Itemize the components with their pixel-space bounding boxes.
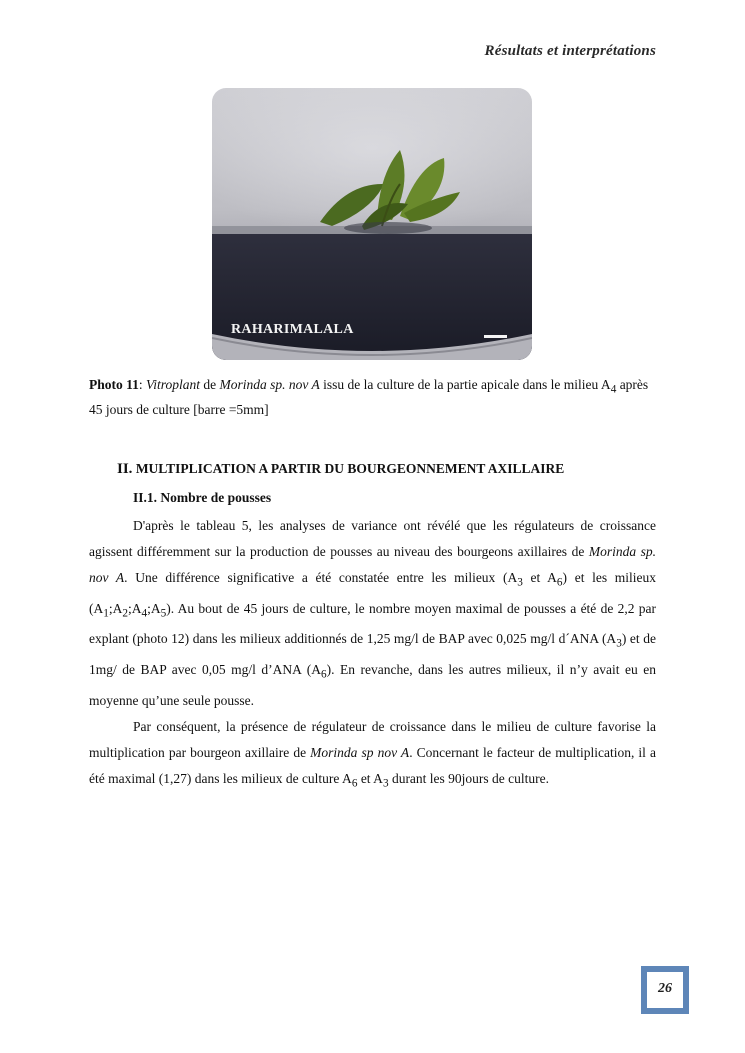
photo-credit: RAHARIMALALA [231, 322, 354, 337]
caption-text: Vitroplant [146, 377, 201, 392]
page-number-box [641, 966, 689, 1014]
caption-species: Morinda sp. nov A [219, 377, 320, 392]
text-run: et A [357, 770, 383, 786]
caption-subscript: 4 [610, 383, 617, 396]
subsection-title: II.1. Nombre de pousses [133, 490, 272, 505]
text-run: ) [326, 662, 332, 678]
subscript: 6 [556, 576, 563, 589]
subscript: 3 [517, 576, 523, 589]
photo-caption [89, 375, 659, 420]
text-run: ) et de 1mg/ de BAP avec 0,05 mg/l d’ANA (A [89, 631, 656, 678]
subscript: 3 [616, 638, 622, 651]
vitroplant-photo [212, 88, 532, 360]
section-title [117, 461, 564, 478]
caption-text: : [138, 377, 147, 392]
text-run: ;A [108, 600, 123, 616]
plantlet-photo-icon [212, 88, 532, 360]
page-number: 26 [658, 981, 672, 996]
text-run: ) et les milieux (A [89, 570, 657, 616]
text-run: ;A [147, 600, 161, 616]
text-run: . Concernant le facteur de multiplication, il a été maximal (1,27) dans les milieux de culture A [89, 744, 656, 786]
paragraph [89, 513, 656, 714]
text-run: ). Au bout de 45 jours de culture, le nombre moyen maximal de pousses a été de 2,2 par explant (photo 12) dans les milieux additionnés de 1,25 mg/l de BAP avec 0,025 mg/l d´ANA (A [89, 600, 656, 647]
species-name: Morinda sp nov A [310, 744, 410, 760]
running-header: Résultats et interprétations [484, 43, 656, 59]
text-run: durant les 90jours de culture. [388, 770, 550, 786]
subscript: 2 [122, 607, 128, 620]
body-text [89, 513, 656, 796]
caption-text: après 45 jours de culture [barre =5mm] [89, 377, 649, 417]
species-name: Morinda sp. nov A [89, 544, 656, 585]
subscript: 5 [160, 607, 167, 620]
subscript: 6 [351, 777, 358, 790]
section-number: II. [117, 461, 133, 477]
text-run: . En revanche, dans les autres milieux, il n’y avait eu en moyenne qu’une seule pousse. [89, 662, 656, 708]
paragraph [89, 714, 656, 797]
subscript: 1 [103, 607, 109, 620]
text-run: ;A [128, 600, 142, 616]
section-title-text: MULTIPLICATION A PARTIR DU BOURGEONNEMENT AXILLAIRE [132, 461, 565, 476]
scale-bar [484, 335, 507, 338]
subscript: 3 [382, 777, 389, 790]
text-run: et A [522, 570, 557, 585]
caption-label: Photo 11 [89, 377, 139, 392]
caption-text: issu de la culture de la partie apicale dans le milieu A [319, 377, 611, 392]
caption-text: de [200, 377, 220, 392]
text-run: . Une différence significative a été constatée entre les milieux (A [124, 570, 518, 585]
subscript: 6 [320, 668, 327, 681]
text-run: D'après le tableau 5, les analyses de variance ont révélé que les régulateurs de croissance agissent différemment sur la production de pousses au niveau des bourgeons axillaires de [89, 518, 656, 559]
subscript: 4 [141, 607, 148, 620]
text-run: Par conséquent, la présence de régulateur de croissance dans le milieu de culture favorise la multiplication par bourgeon axillaire de [89, 718, 656, 760]
